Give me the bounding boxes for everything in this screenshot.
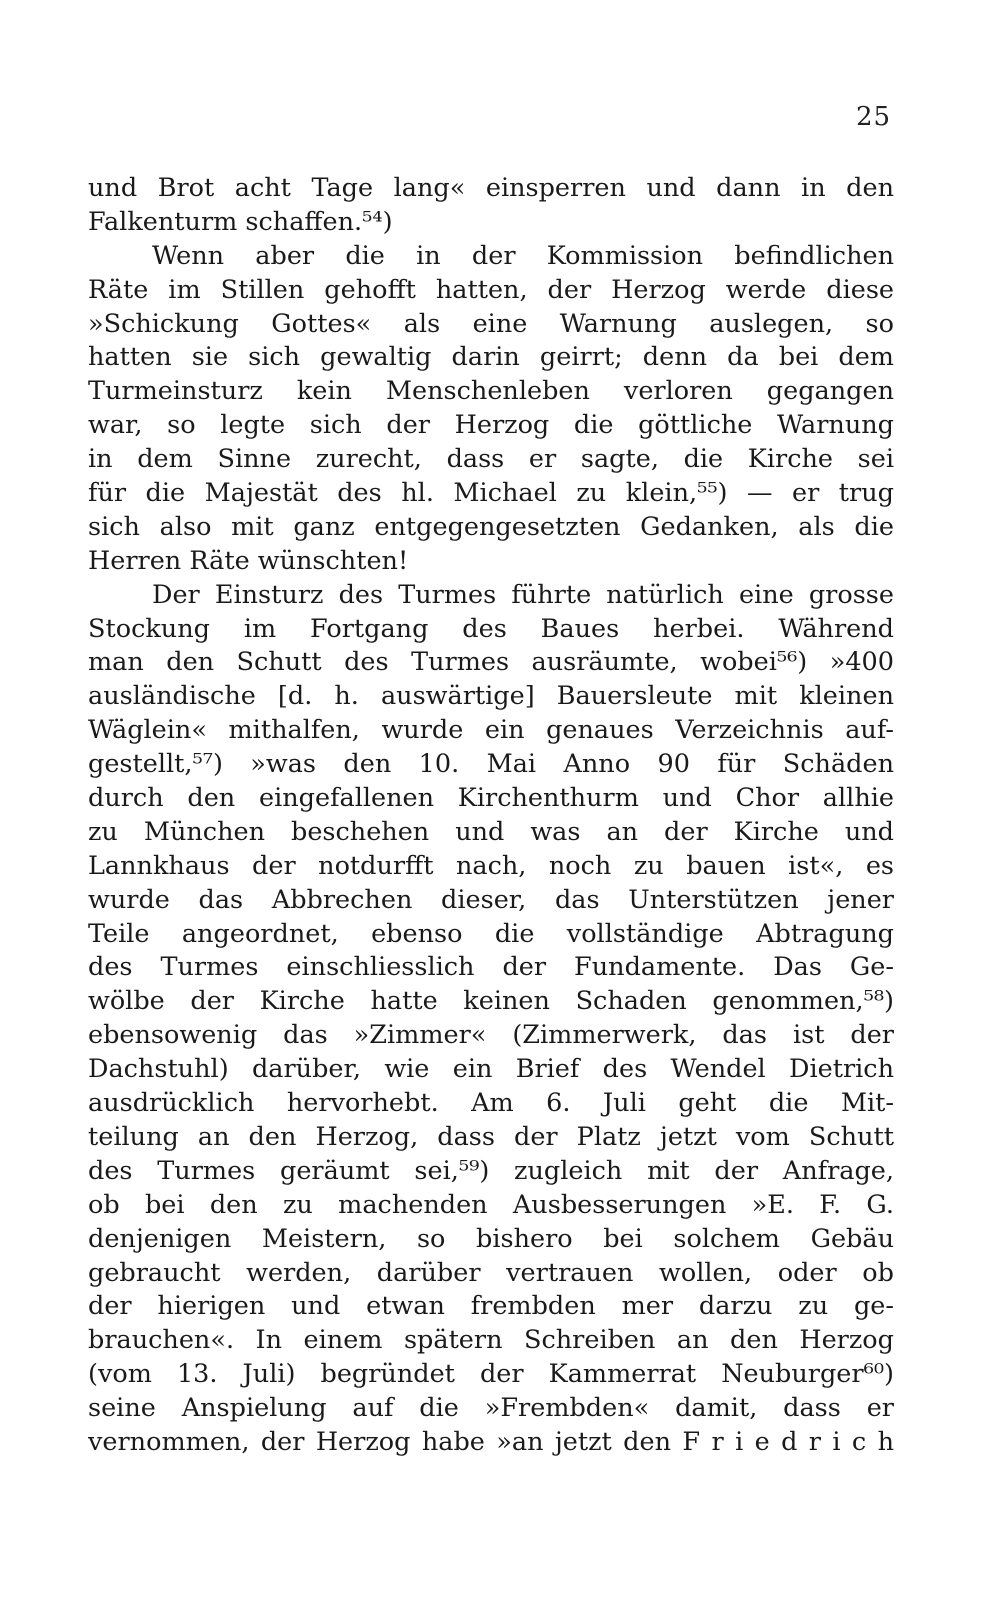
text-line: gebraucht werden, darüber vertrauen wollen, oder ob — [88, 1257, 894, 1288]
text-line: ob bei den zu machenden Ausbesserungen »E. F. G. — [88, 1189, 894, 1220]
text-line: hatten sie sich gewaltig darin geirrt; denn da bei dem — [88, 342, 894, 373]
text-line: und Brot acht Tage lang« einsperren und dann in den — [88, 173, 894, 203]
text-line: zu München beschehen und was an der Kirche und — [88, 816, 894, 847]
text-line: Räte im Stillen gehofft hatten, der Herzog werde diese — [88, 274, 894, 305]
page-number: 25 — [856, 102, 892, 132]
text-line: wurde das Abbrechen dieser, das Unterstützen jener — [88, 884, 894, 915]
text-line: ebensowenig das »Zimmer« (Zimmerwerk, das ist der — [88, 1020, 894, 1051]
text-line: wölbe der Kirche hatte keinen Schaden genommen,⁵⁸) — [88, 986, 894, 1017]
text-line: Stockung im Fortgang des Baues herbei. Während — [88, 613, 894, 644]
text-line: für die Majestät des hl. Michael zu klein,⁵⁵) — er trug — [88, 478, 894, 509]
text-line: Dachstuhl) darüber, wie ein Brief des Wendel Dietrich — [88, 1054, 894, 1085]
text-line: (vom 13. Juli) begründet der Kammerrat Neuburger⁶⁰) — [88, 1359, 894, 1390]
text-line: vernommen, der Herzog habe »an jetzt den F r i e d r i c h — [88, 1426, 894, 1457]
text-line: in dem Sinne zurecht, dass er sagte, die Kirche sei — [88, 444, 894, 475]
text-line: sich also mit ganz entgegengesetzten Gedanken, als die — [88, 511, 894, 542]
text-line: gestellt,⁵⁷) »was den 10. Mai Anno 90 für Schäden — [88, 749, 894, 780]
text-line: »Schickung Gottes« als eine Warnung auslegen, so — [88, 308, 894, 339]
text-line: man den Schutt des Turmes ausräumte, wobei⁵⁶) »400 — [88, 647, 894, 678]
text-line: Herren Räte wünschten! — [88, 545, 409, 576]
text-line: Wenn aber die in der Kommission befindlichen — [152, 240, 894, 271]
text-line: ausländische [d. h. auswärtige] Bauersleute mit kleinen — [88, 681, 894, 712]
text-line: war, so legte sich der Herzog die göttliche Warnung — [88, 410, 894, 441]
text-line: teilung an den Herzog, dass der Platz jetzt vom Schutt — [88, 1121, 894, 1152]
text-line: Der Einsturz des Turmes führte natürlich eine grosse — [152, 579, 894, 610]
text-line: brauchen«. In einem spätern Schreiben an den Herzog — [88, 1325, 894, 1356]
text-line: der hierigen und etwan frembden mer darzu zu ge- — [88, 1291, 894, 1322]
text-line: Teile angeordnet, ebenso die vollständige Abtragung — [88, 918, 894, 949]
text-line: des Turmes geräumt sei,⁵⁹) zugleich mit der Anfrage, — [88, 1155, 894, 1186]
text-line: Lannkhaus der notdurfft nach, noch zu bauen ist«, es — [88, 850, 894, 881]
text-line: Falkenturm schaffen.⁵⁴) — [88, 206, 393, 237]
text-line: Wäglein« mithalfen, wurde ein genaues Verzeichnis auf- — [88, 715, 894, 746]
text-line: durch den eingefallenen Kirchenthurm und Chor allhie — [88, 783, 894, 814]
text-line: seine Anspielung auf die »Frembden« damit, dass er — [88, 1393, 894, 1424]
text-line: Turmeinsturz kein Menschenleben verloren gegangen — [88, 376, 894, 407]
text-line: ausdrücklich hervorhebt. Am 6. Juli geht die Mit- — [88, 1088, 894, 1119]
text-line: des Turmes einschliesslich der Fundamente. Das Ge- — [88, 952, 894, 983]
text-line: denjenigen Meistern, so bishero bei solchem Gebäu — [88, 1223, 894, 1254]
body-text — [88, 172, 894, 1460]
